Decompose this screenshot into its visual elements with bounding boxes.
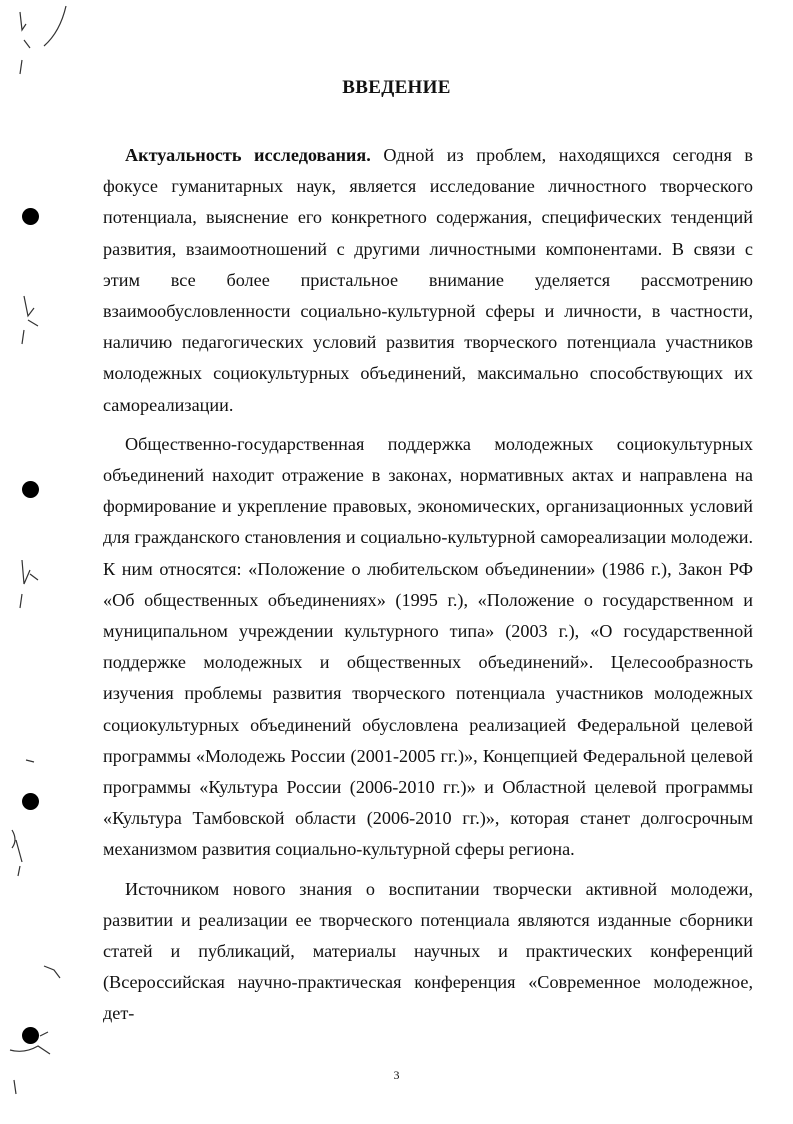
paragraph: Источником нового знания о воспитании творчески активной молодежи, развитии и реализации ее творческого потенциала являются изданные сборники статей и публикаций, материалы научных и практических конференций (Всероссийская научно-практическая конференция «Современное молодежное, дет- [103,878,753,1024]
page-number: 3 [393,1068,400,1082]
paragraph [103,140,753,421]
paragraph: Общественно-государственная поддержка молодежных социокультурных объединений находит отражение в законах, нормативных актах и направлена на формирование и укрепление правовых, экономических, организационных условий для гражданского становления и социально-культурной самореализации молодежи. К ним относятся: «Положение о любительском объединении» (1986 г.), Закон РФ «Об общественных объединениях» (1995 г.), «Положение о государственном и муниципальном учреждении культурного типа» (2003 г.), «О государственной поддержке молодежных и общественных объединений». Целесообразность изучения проблемы развития творческого потенциала участников молодежных социокультурных объединений обусловлена реализацией Федеральной целевой программы «Молодежь России (2001-2005 гг.)», Концепцией Федеральной целевой программы «Культура России (2006-2010 гг.)» и Областной целевой программы «Культура Тамбовской области (2006-2010 гг.)», которая станет долгосрочным механизмом развития социально-культурной сферы региона. [103,433,753,860]
body-text [103,140,753,1038]
paragraph-text: Одной из проблем, находящихся сегодня в фокусе гуманитарных наук, является исследование личностного творческого потенциала, выяснение его конкретного содержания, специфических тенденций развития, взаимоотношений с другими личностными компонентами. В связи с этим все более пристальное внимание уделяется рассмотрению взаимообусловленности социально-культурной сферы и личности, в частности, наличию педагогических условий развития творческого потенциала участников молодежных социокультурных объединений, максимально способствующих их самореализации. [103,145,754,415]
page-heading: ВВЕДЕНИЕ [342,77,451,98]
scan-artifacts [0,0,90,1124]
paragraph-lead: Актуальность исследования. [125,145,371,165]
